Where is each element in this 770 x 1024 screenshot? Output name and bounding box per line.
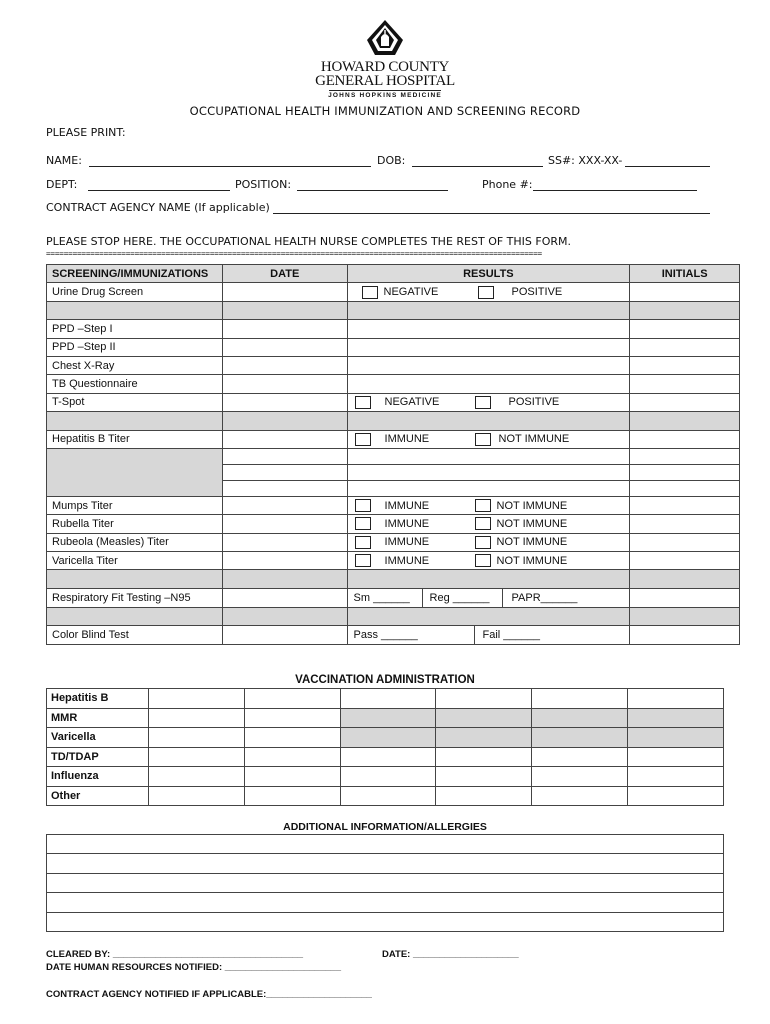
papr-field[interactable]: PAPR______	[511, 591, 578, 604]
additional-info-line[interactable]	[47, 835, 724, 854]
row-label: TB Questionnaire	[47, 375, 223, 393]
row-label: Varicella Titer	[47, 552, 223, 570]
initials-cell[interactable]	[630, 283, 740, 301]
row-respiratory-fit	[47, 588, 740, 607]
vacc-cell-disabled	[340, 728, 436, 748]
vacc-cell[interactable]	[628, 786, 724, 806]
initials-cell[interactable]	[630, 393, 740, 411]
dob-field[interactable]	[412, 155, 543, 167]
vacc-cell[interactable]	[340, 747, 436, 767]
additional-info-line[interactable]	[47, 873, 724, 892]
sm-field[interactable]: Sm ______	[348, 589, 423, 607]
additional-info-table	[46, 834, 724, 932]
initials-cell[interactable]	[630, 356, 740, 374]
row-ppd-step1	[47, 320, 740, 338]
vacc-cell[interactable]	[436, 767, 532, 787]
row-tb-questionnaire	[47, 375, 740, 393]
positive-checkbox[interactable]	[478, 286, 494, 299]
vacc-cell[interactable]	[628, 747, 724, 767]
row-chest-xray	[47, 356, 740, 374]
not-immune-checkbox[interactable]	[475, 554, 491, 567]
negative-label: NEGATIVE	[384, 396, 440, 409]
vacc-cell[interactable]	[532, 767, 628, 787]
phone-field[interactable]	[533, 179, 697, 191]
additional-info-line[interactable]	[47, 912, 724, 931]
col-initials: INITIALS	[630, 265, 740, 283]
vacc-cell[interactable]	[148, 689, 244, 709]
spacer-row	[47, 301, 740, 319]
vacc-cell[interactable]	[244, 786, 340, 806]
row-label: Chest X-Ray	[47, 356, 223, 374]
row-label: Rubeola (Measles) Titer	[47, 533, 223, 551]
spacer-row	[47, 412, 740, 430]
please-print-label: PLEASE PRINT:	[46, 126, 126, 139]
vacc-cell-disabled	[628, 708, 724, 728]
initials-cell[interactable]	[630, 552, 740, 570]
date-cell[interactable]	[222, 430, 347, 448]
vacc-cell-disabled	[436, 708, 532, 728]
vaccination-table	[46, 688, 724, 806]
phone-label: Phone #:	[482, 178, 533, 191]
gray-block	[47, 448, 223, 496]
name-field[interactable]	[89, 155, 371, 167]
immune-checkbox[interactable]	[355, 536, 371, 549]
vacc-cell[interactable]	[628, 767, 724, 787]
spacer-row	[47, 570, 740, 588]
results-cell	[347, 496, 630, 514]
row-color-blind	[47, 626, 740, 645]
vacc-cell-disabled	[436, 728, 532, 748]
results-cell	[347, 515, 630, 533]
stop-instruction: PLEASE STOP HERE. THE OCCUPATIONAL HEALTH NURSE COMPLETES THE REST OF THIS FORM.	[46, 235, 572, 248]
vacc-cell[interactable]	[532, 689, 628, 709]
vacc-cell[interactable]	[244, 767, 340, 787]
vacc-row-varicella	[47, 728, 724, 748]
date-cell[interactable]	[222, 515, 347, 533]
vacc-label: Other	[47, 786, 149, 806]
vacc-cell[interactable]	[148, 708, 244, 728]
org-name-line1: HOWARD COUNTY	[320, 59, 450, 75]
vacc-cell[interactable]	[532, 786, 628, 806]
row-ppd-step2	[47, 338, 740, 356]
dept-field[interactable]	[88, 179, 230, 191]
initials-cell[interactable]	[630, 320, 740, 338]
immune-label: IMMUNE	[384, 517, 430, 530]
immune-checkbox[interactable]	[355, 554, 371, 567]
date-cell[interactable]	[222, 552, 347, 570]
org-divider	[329, 90, 441, 91]
initials-cell[interactable]	[630, 338, 740, 356]
additional-info-line[interactable]	[47, 854, 724, 873]
row-urine-drug-screen	[47, 283, 740, 301]
col-results: RESULTS	[347, 265, 630, 283]
vacc-cell[interactable]	[148, 767, 244, 787]
results-cell	[347, 588, 630, 607]
initials-cell[interactable]	[630, 588, 740, 607]
spacer-row	[47, 607, 740, 625]
results-cell[interactable]	[347, 320, 630, 338]
vacc-label: Varicella	[47, 728, 149, 748]
vacc-cell[interactable]	[436, 786, 532, 806]
not-immune-checkbox[interactable]	[475, 536, 491, 549]
row-label: Urine Drug Screen	[47, 283, 223, 301]
not-immune-checkbox[interactable]	[475, 499, 491, 512]
position-label: POSITION:	[235, 178, 292, 191]
vacc-cell[interactable]	[148, 786, 244, 806]
results-cell	[347, 430, 630, 448]
row-label: T-Spot	[47, 393, 223, 411]
agency-notified-field[interactable]: CONTRACT AGENCY NOTIFIED IF APPLICABLE:____________________	[46, 989, 372, 1000]
org-affiliation: JOHNS HOPKINS MEDICINE	[328, 92, 442, 99]
vacc-cell[interactable]	[340, 767, 436, 787]
results-cell[interactable]	[347, 356, 630, 374]
date-cell[interactable]	[222, 393, 347, 411]
hr-notified-field[interactable]: DATE HUMAN RESOURCES NOTIFIED: ______________________	[46, 962, 341, 973]
not-immune-label: NOT IMMUNE	[496, 517, 568, 530]
additional-info-line[interactable]	[47, 893, 724, 912]
immune-label: IMMUNE	[384, 499, 430, 512]
results-cell	[347, 533, 630, 551]
vacc-label: MMR	[47, 708, 149, 728]
vacc-cell[interactable]	[244, 747, 340, 767]
immune-checkbox[interactable]	[355, 499, 371, 512]
vacc-cell-disabled	[340, 708, 436, 728]
initials-cell[interactable]	[630, 515, 740, 533]
vacc-row-other	[47, 786, 724, 806]
date-cell[interactable]	[222, 533, 347, 551]
col-screening: SCREENING/IMMUNIZATIONS	[47, 265, 223, 283]
col-date: DATE	[222, 265, 347, 283]
position-field[interactable]	[297, 179, 448, 191]
row-label: Hepatitis B Titer	[47, 430, 223, 448]
date-cell[interactable]	[222, 320, 347, 338]
vacc-row-hepatitis-b	[47, 689, 724, 709]
vacc-row-influenza	[47, 767, 724, 787]
not-immune-checkbox[interactable]	[475, 433, 491, 446]
screening-table	[46, 264, 740, 645]
row-label: Color Blind Test	[47, 626, 223, 645]
results-cell[interactable]	[347, 375, 630, 393]
not-immune-checkbox[interactable]	[475, 517, 491, 530]
fail-field[interactable]: Fail ______	[482, 629, 541, 642]
date-cell[interactable]	[222, 588, 347, 607]
screening-header-row	[47, 265, 740, 283]
immune-label: IMMUNE	[384, 554, 430, 567]
vacc-cell[interactable]	[148, 728, 244, 748]
initials-cell[interactable]	[630, 448, 740, 496]
row-hepatitis-b-titer	[47, 430, 740, 448]
vacc-cell[interactable]	[340, 786, 436, 806]
results-cell	[347, 393, 630, 411]
vacc-label: TD/TDAP	[47, 747, 149, 767]
immune-label: IMMUNE	[384, 433, 430, 446]
vacc-label: Influenza	[47, 767, 149, 787]
vacc-cell[interactable]	[244, 708, 340, 728]
initials-cell[interactable]	[630, 626, 740, 645]
positive-checkbox[interactable]	[475, 396, 491, 409]
row-mumps-titer	[47, 496, 740, 514]
contract-agency-field[interactable]	[273, 202, 710, 214]
initials-cell[interactable]	[630, 496, 740, 514]
vacc-row-mmr	[47, 708, 724, 728]
contract-agency-label: CONTRACT AGENCY NAME (If applicable)	[46, 201, 270, 214]
not-immune-label: NOT IMMUNE	[496, 536, 568, 549]
ss-field[interactable]	[625, 155, 710, 167]
negative-checkbox[interactable]	[362, 286, 378, 299]
hospital-logo	[364, 18, 406, 58]
date-cell[interactable]	[222, 338, 347, 356]
positive-label: POSITIVE	[511, 286, 563, 299]
dept-label: DEPT:	[46, 178, 78, 191]
initials-cell[interactable]	[630, 375, 740, 393]
results-cell	[347, 552, 630, 570]
vaccination-title: VACCINATION ADMINISTRATION	[295, 674, 475, 686]
vacc-cell[interactable]	[244, 728, 340, 748]
row-label: Rubella Titer	[47, 515, 223, 533]
row-label: Mumps Titer	[47, 496, 223, 514]
results-cell[interactable]	[347, 338, 630, 356]
vacc-cell[interactable]	[148, 747, 244, 767]
not-immune-label: NOT IMMUNE	[498, 433, 570, 446]
date-cell[interactable]	[222, 496, 347, 514]
vacc-cell[interactable]	[340, 689, 436, 709]
vacc-label: Hepatitis B	[47, 689, 149, 709]
results-cell	[347, 283, 630, 301]
not-immune-label: NOT IMMUNE	[496, 554, 568, 567]
ss-label: SS#: XXX-XX-	[548, 154, 623, 167]
row-varicella-titer	[47, 552, 740, 570]
row-label: PPD –Step I	[47, 320, 223, 338]
vacc-cell[interactable]	[244, 689, 340, 709]
vacc-cell-disabled	[532, 728, 628, 748]
immune-checkbox[interactable]	[355, 517, 371, 530]
row-rubeola-titer	[47, 533, 740, 551]
additional-info-title: ADDITIONAL INFORMATION/ALLERGIES	[283, 821, 487, 833]
date-cell[interactable]	[222, 356, 347, 374]
row-rubella-titer	[47, 515, 740, 533]
initials-cell[interactable]	[630, 533, 740, 551]
not-immune-label: NOT IMMUNE	[496, 499, 568, 512]
vacc-cell-disabled	[532, 708, 628, 728]
results-cell[interactable]	[347, 448, 630, 496]
date-cell[interactable]	[222, 375, 347, 393]
vacc-cell[interactable]	[628, 689, 724, 709]
immune-checkbox[interactable]	[355, 433, 371, 446]
form-title: OCCUPATIONAL HEALTH IMMUNIZATION AND SCREENING RECORD	[189, 104, 581, 118]
cleared-by-field[interactable]: CLEARED BY: ____________________________________	[46, 949, 304, 960]
row-label: Respiratory Fit Testing –N95	[47, 588, 223, 607]
results-cell	[347, 626, 630, 645]
positive-label: POSITIVE	[508, 396, 560, 409]
row-t-spot	[47, 393, 740, 411]
date-cell[interactable]	[222, 448, 347, 496]
reg-field[interactable]: Reg ______	[423, 589, 503, 607]
negative-checkbox[interactable]	[355, 396, 371, 409]
row-label: PPD –Step II	[47, 338, 223, 356]
vacc-cell[interactable]	[436, 747, 532, 767]
dob-label: DOB:	[377, 154, 406, 167]
date-cell[interactable]	[222, 283, 347, 301]
pass-field[interactable]: Pass ______	[348, 626, 475, 644]
cleared-date-field[interactable]: DATE: ____________________	[382, 949, 519, 960]
vacc-cell[interactable]	[532, 747, 628, 767]
immune-label: IMMUNE	[384, 536, 430, 549]
vacc-cell[interactable]	[436, 689, 532, 709]
vacc-row-td-tdap	[47, 747, 724, 767]
name-label: NAME:	[46, 154, 82, 167]
separator-line: ================================================================================================================	[46, 249, 542, 258]
negative-label: NEGATIVE	[383, 286, 439, 299]
row-hepatitis-b-followup	[47, 448, 740, 496]
date-cell[interactable]	[222, 626, 347, 645]
vacc-cell-disabled	[628, 728, 724, 748]
initials-cell[interactable]	[630, 430, 740, 448]
org-name-line2: GENERAL HOSPITAL	[315, 73, 455, 89]
